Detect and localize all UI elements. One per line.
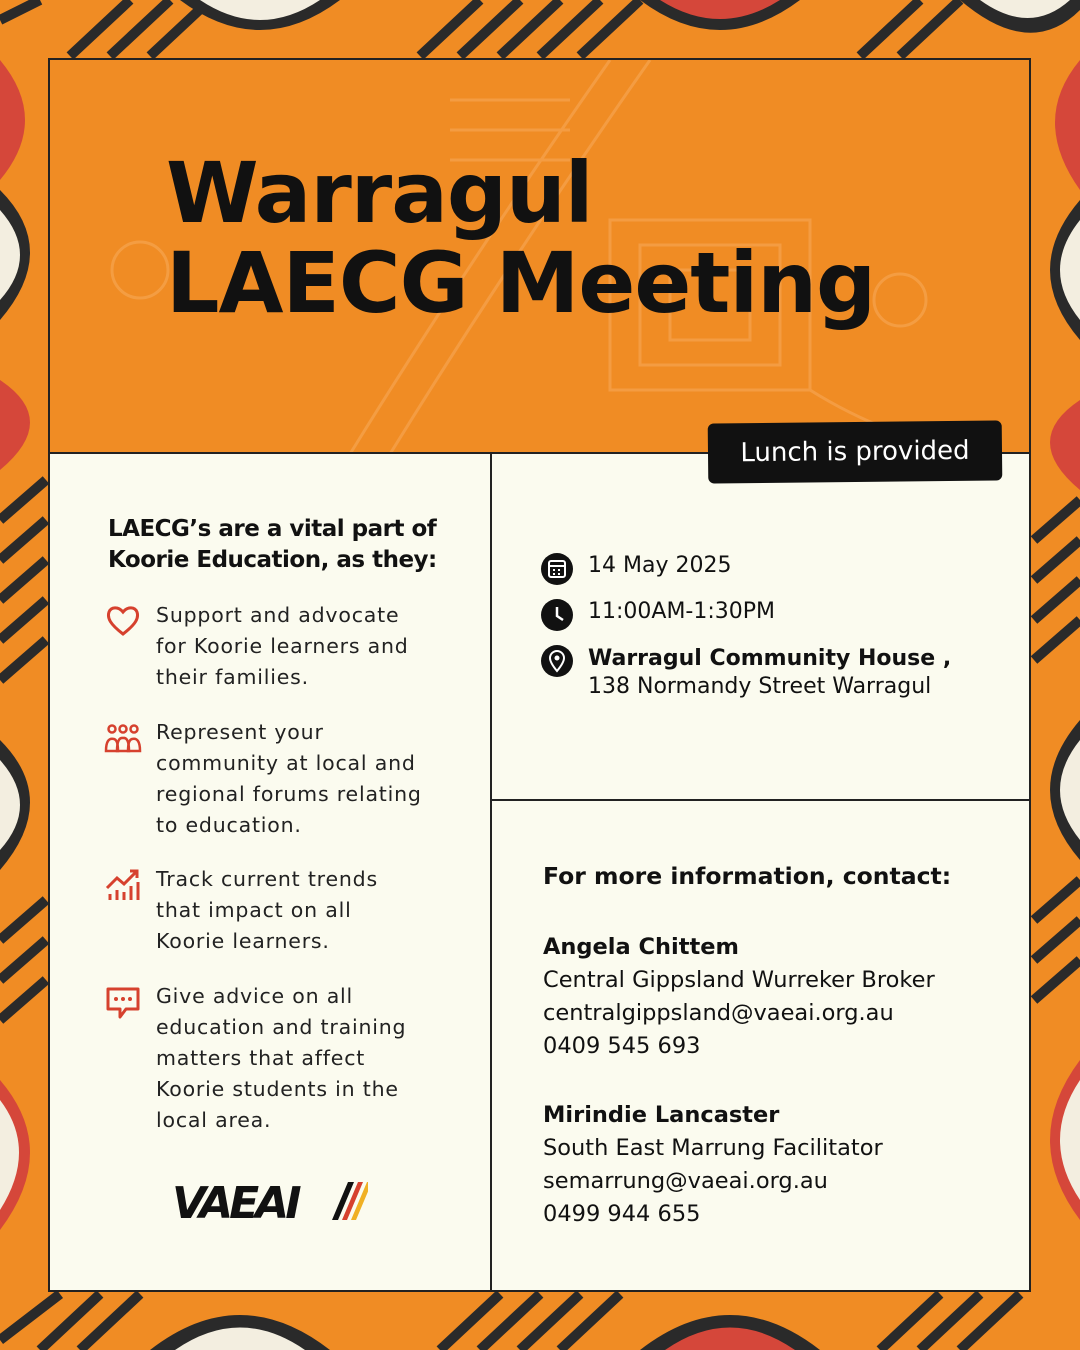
title-line-2: LAECG Meeting (166, 234, 876, 332)
role-line: Koorie students in the (156, 1077, 399, 1101)
logo-text: VAEAI (172, 1178, 298, 1224)
contact-role: South East Marrung Facilitator (543, 1135, 883, 1161)
contact-name: Angela Chittem (543, 934, 739, 960)
contact-phone[interactable]: 0499 944 655 (543, 1201, 701, 1227)
contact-email[interactable]: semarrung@vaeai.org.au (543, 1168, 828, 1194)
contact-role: Central Gippsland Wurreker Broker (543, 967, 935, 993)
contact-email[interactable]: centralgippsland@vaeai.org.au (543, 1000, 894, 1026)
title-line-1: Warragul (166, 144, 593, 242)
role-text (156, 981, 456, 1136)
contact-heading: For more information, contact: (543, 862, 952, 890)
role-line: regional forums relating (156, 782, 422, 806)
role-text (156, 864, 456, 957)
lunch-badge: Lunch is provided (708, 420, 1003, 483)
role-line: Support and advocate (156, 603, 400, 627)
role-line: their families. (156, 665, 309, 689)
title-header (50, 60, 1029, 454)
venue-address: 138 Normandy Street Warragul (588, 674, 932, 699)
section-divider (492, 799, 1030, 801)
chat-bubble-icon (104, 983, 142, 1021)
contact-name: Mirindie Lancaster (543, 1102, 780, 1128)
role-text (156, 717, 456, 841)
contact-phone[interactable]: 0409 545 693 (543, 1033, 701, 1059)
role-text (156, 600, 456, 693)
role-line: for Koorie learners and (156, 634, 409, 658)
vaeai-logo (172, 1176, 368, 1224)
calendar-icon (540, 552, 574, 586)
role-line: matters that affect (156, 1046, 366, 1070)
role-line: that impact on all (156, 898, 352, 922)
event-time: 11:00AM-1:30PM (588, 599, 776, 624)
venue-name: Warragul Community House , (588, 646, 952, 671)
role-line: education and training (156, 1015, 407, 1039)
role-line: Koorie learners. (156, 929, 330, 953)
clock-icon (540, 598, 574, 632)
intro-line-2: Koorie Education, as they: (108, 547, 437, 573)
trend-chart-icon (104, 866, 142, 904)
column-divider (490, 454, 492, 1290)
intro-line-1: LAECG’s are a vital part of (108, 516, 437, 542)
role-line: local area. (156, 1108, 272, 1132)
role-line: community at local and (156, 751, 416, 775)
page-title (166, 144, 876, 332)
intro-heading (108, 514, 468, 576)
role-line: Give advice on all (156, 984, 354, 1008)
role-line: to education. (156, 813, 302, 837)
role-line: Represent your (156, 720, 324, 744)
role-line: Track current trends (156, 867, 378, 891)
location-pin-icon (540, 644, 574, 678)
heart-icon (104, 602, 142, 640)
event-date: 14 May 2025 (588, 553, 732, 578)
community-group-icon (104, 719, 142, 757)
